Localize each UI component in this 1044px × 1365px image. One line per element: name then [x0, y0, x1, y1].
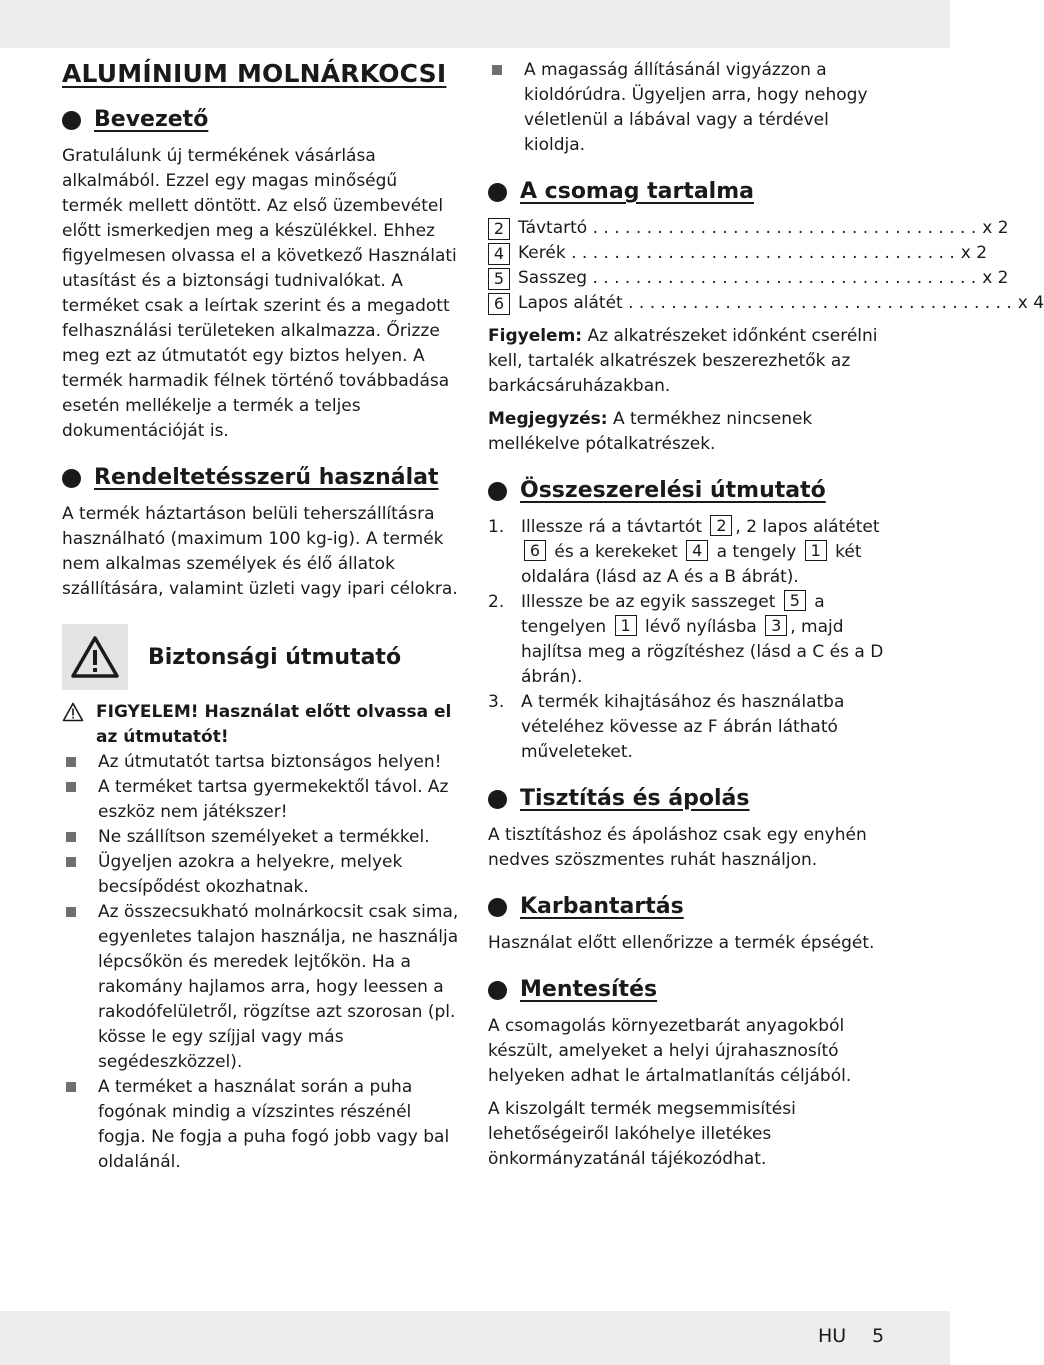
safety-item: A magasság állításánál vigyázzon a kioldórúdra. Ügyeljen arra, hogy nehogy véletlenül a lábával vagy a térdével kioldja. [488, 58, 888, 158]
bullet-circle-icon [62, 469, 81, 488]
intended-use-text: A termék háztartáson belüli teherszállításra használható (maximum 100 kg-ig). A termék nem alkalmas személyek és élő állatok szállítására, valamint üzleti vagy ipari célokra. [62, 504, 458, 599]
safety-item: A terméket tartsa gyermekektől távol. Az eszköz nem játékszer! [62, 775, 462, 825]
language-code: HU [818, 1325, 847, 1347]
bullet-circle-icon [488, 183, 507, 202]
part-number: 2 [488, 218, 510, 240]
list-square-icon [66, 857, 76, 867]
disposal-text-1: A csomagolás környezetbarát anyagokból készült, amelyeket a helyi újrahasznosító helyeken adhat le ártalmatlanítás céljából. [488, 1016, 852, 1086]
assembly-step-3: 3. A termék kihajtásához és használatba vételéhez kövesse az F ábrán látható műveleteket. [488, 692, 845, 762]
list-square-icon [66, 1082, 76, 1092]
list-square-icon [492, 65, 502, 75]
left-column [62, 56, 462, 1175]
heading-package: A csomag tartalma [488, 176, 888, 208]
package-item: 5 Sasszeg . . . . . . . . . . . . . . . . . . . . . . . . . . . . . . . . . . . . x 2 [488, 266, 888, 291]
heading-intro: Bevezető [62, 104, 462, 136]
disposal-text-2: A kiszolgált termék megsemmisítési lehetőségeiről lakóhelye illetékes önkormányzatánál tájékozódhat. [488, 1099, 796, 1169]
package-note: Megjegyzés: A termékhez nincsenek mellékelve pótalkatrészek. [488, 409, 813, 454]
list-square-icon [66, 832, 76, 842]
safety-item: Ügyeljen azokra a helyekre, melyek becsípődést okozhatnak. [62, 850, 462, 900]
heading-assembly: Összeszerelési útmutató [488, 475, 888, 507]
bullet-circle-icon [488, 482, 507, 501]
bullet-circle-icon [62, 111, 81, 130]
bullet-circle-icon [488, 790, 507, 809]
safety-item: Az útmutatót tartsa biztonságos helyen! [62, 750, 462, 775]
warning-triangle-icon [62, 624, 128, 690]
assembly-step-2: 2. Illessze be az egyik sasszeget 5 a tengelyen 1 lévő nyílásba 3 , majd hajlítsa meg a rögzítéshez (lásd a C és a D ábrán). [488, 591, 884, 687]
maintenance-text: Használat előtt ellenőrizze a termék épségét. [488, 933, 875, 953]
list-square-icon [66, 782, 76, 792]
footer [0, 1311, 950, 1365]
warning-small-icon [62, 700, 96, 750]
safety-warning: FIGYELEM! Használat előtt olvassa el az útmutatót! [62, 700, 462, 750]
part-number: 5 [488, 268, 510, 290]
list-square-icon [66, 757, 76, 767]
safety-item: Ne szállítson személyeket a termékkel. [62, 825, 462, 850]
package-attention: Figyelem: Az alkatrészeket időnként cserélni kell, tartalék alkatrészek beszerezhetők az barkácsáruházakban. [488, 326, 878, 396]
assembly-step-1: 1. Illessze rá a távtartót 2 , 2 lapos alátétet 6 és a kerekeket 4 a tengely 1 két oldalára (lásd az A és a B ábrát). [488, 516, 880, 587]
part-number: 4 [488, 243, 510, 265]
heading-maintenance: Karbantartás [488, 891, 888, 923]
heading-intended-use: Rendeltetésszerű használat [62, 462, 462, 494]
bullet-circle-icon [488, 981, 507, 1000]
bullet-circle-icon [488, 898, 507, 917]
heading-cleaning: Tisztítás és ápolás [488, 783, 888, 815]
intro-text: Gratulálunk új termékének vásárlása alkalmából. Ezzel egy magas minőségű termék mellett döntött. Az első üzembevétel előtt ismerkedjen meg a készülékkel. Ehhez figyelmesen olvassa el a következő Használati utasítást és a biztonsági tudnivalókat. A terméket csak a leírtak szerint és a megadott felhasználási területeken alkalmazza. Őrizze meg ezt az útmutatót egy biztos helyen. A termék harmadik félnek történő továbbadása esetén mellékelje a termék a teljes dokumentációját is. [62, 146, 457, 441]
package-item: 4 Kerék . . . . . . . . . . . . . . . . . . . . . . . . . . . . . . . . . . . . x 2 [488, 241, 888, 266]
top-bar [0, 0, 950, 48]
safety-item: A terméket a használat során a puha fogónak mindig a vízszintes részénél fogja. Ne fogja a puha fogó jobb vagy bal oldalánál. [62, 1075, 462, 1175]
heading-disposal: Mentesítés [488, 974, 888, 1006]
package-item: 2 Távtartó . . . . . . . . . . . . . . . . . . . . . . . . . . . . . . . . . . . . x 2 [488, 216, 888, 241]
safety-title: Biztonsági útmutató [148, 644, 402, 670]
package-item: 6 Lapos alátét . . . . . . . . . . . . . . . . . . . . . . . . . . . . . . . . . . . . x 4 [488, 291, 888, 316]
safety-heading [62, 624, 462, 690]
list-square-icon [66, 907, 76, 917]
page-number: 5 [872, 1325, 885, 1347]
cleaning-text: A tisztításhoz és ápoláshoz csak egy enyhén nedves szöszmentes ruhát használjon. [488, 825, 867, 870]
right-column [488, 56, 1044, 1172]
page-title: ALUMÍNIUM MOLNÁRKOCSI [62, 59, 447, 88]
safety-item: Az összecsukható molnárkocsit csak sima, egyenletes talajon használja, ne használja lépcsőkön és meredek lejtőkön. Ha a rakomány hajlamos arra, hogy leessen a rakodófelületről, rögzítse azt szorosan (pl. kösse le egy szíjjal vagy más segédeszközzel). [62, 900, 462, 1075]
part-number: 6 [488, 293, 510, 315]
